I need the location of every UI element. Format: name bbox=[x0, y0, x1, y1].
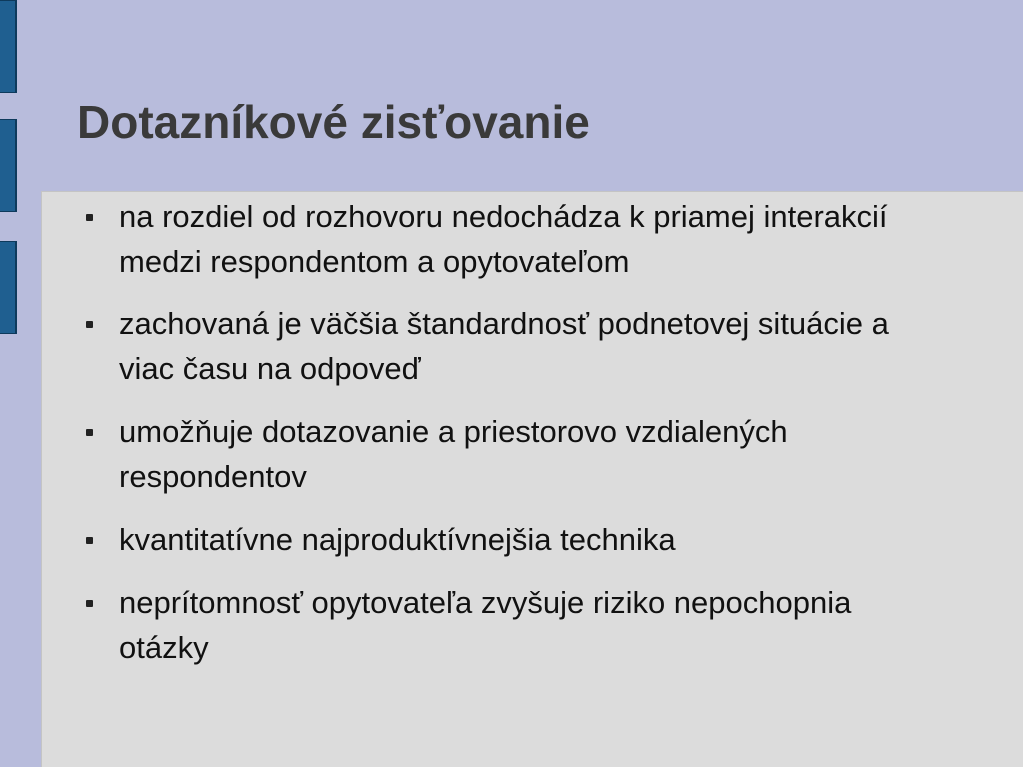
decorative-bar-top bbox=[0, 0, 17, 93]
decorative-bar-bottom bbox=[0, 241, 17, 334]
bullet-dot-icon bbox=[86, 214, 93, 221]
bullet-text: zachovaná je väčšia štandardnosť podnetovej situácie a viac času na odpoveď bbox=[119, 306, 889, 386]
bullet-dot-icon bbox=[86, 600, 93, 607]
bullet-item bbox=[86, 517, 996, 562]
bullet-text: kvantitatívne najproduktívnejšia technika bbox=[119, 522, 676, 557]
bullet-item bbox=[86, 194, 889, 284]
bullet-text: na rozdiel od rozhovoru nedochádza k priamej interakcií medzi respondentom a opytovateľom bbox=[119, 199, 888, 279]
bullet-item bbox=[86, 409, 839, 499]
bullet-item bbox=[86, 580, 889, 670]
bullet-item bbox=[86, 301, 939, 391]
bullet-dot-icon bbox=[86, 429, 93, 436]
content-panel bbox=[41, 191, 1023, 767]
decorative-bar-middle bbox=[0, 119, 17, 212]
slide-title: Dotazníkové zisťovanie bbox=[77, 96, 590, 148]
bullet-dot-icon bbox=[86, 537, 93, 544]
bullet-text: neprítomnosť opytovateľa zvyšuje riziko nepochopnia otázky bbox=[119, 585, 852, 665]
bullet-dot-icon bbox=[86, 321, 93, 328]
bullet-text: umožňuje dotazovanie a priestorovo vzdialených respondentov bbox=[119, 414, 788, 494]
bullet-list bbox=[86, 194, 996, 688]
